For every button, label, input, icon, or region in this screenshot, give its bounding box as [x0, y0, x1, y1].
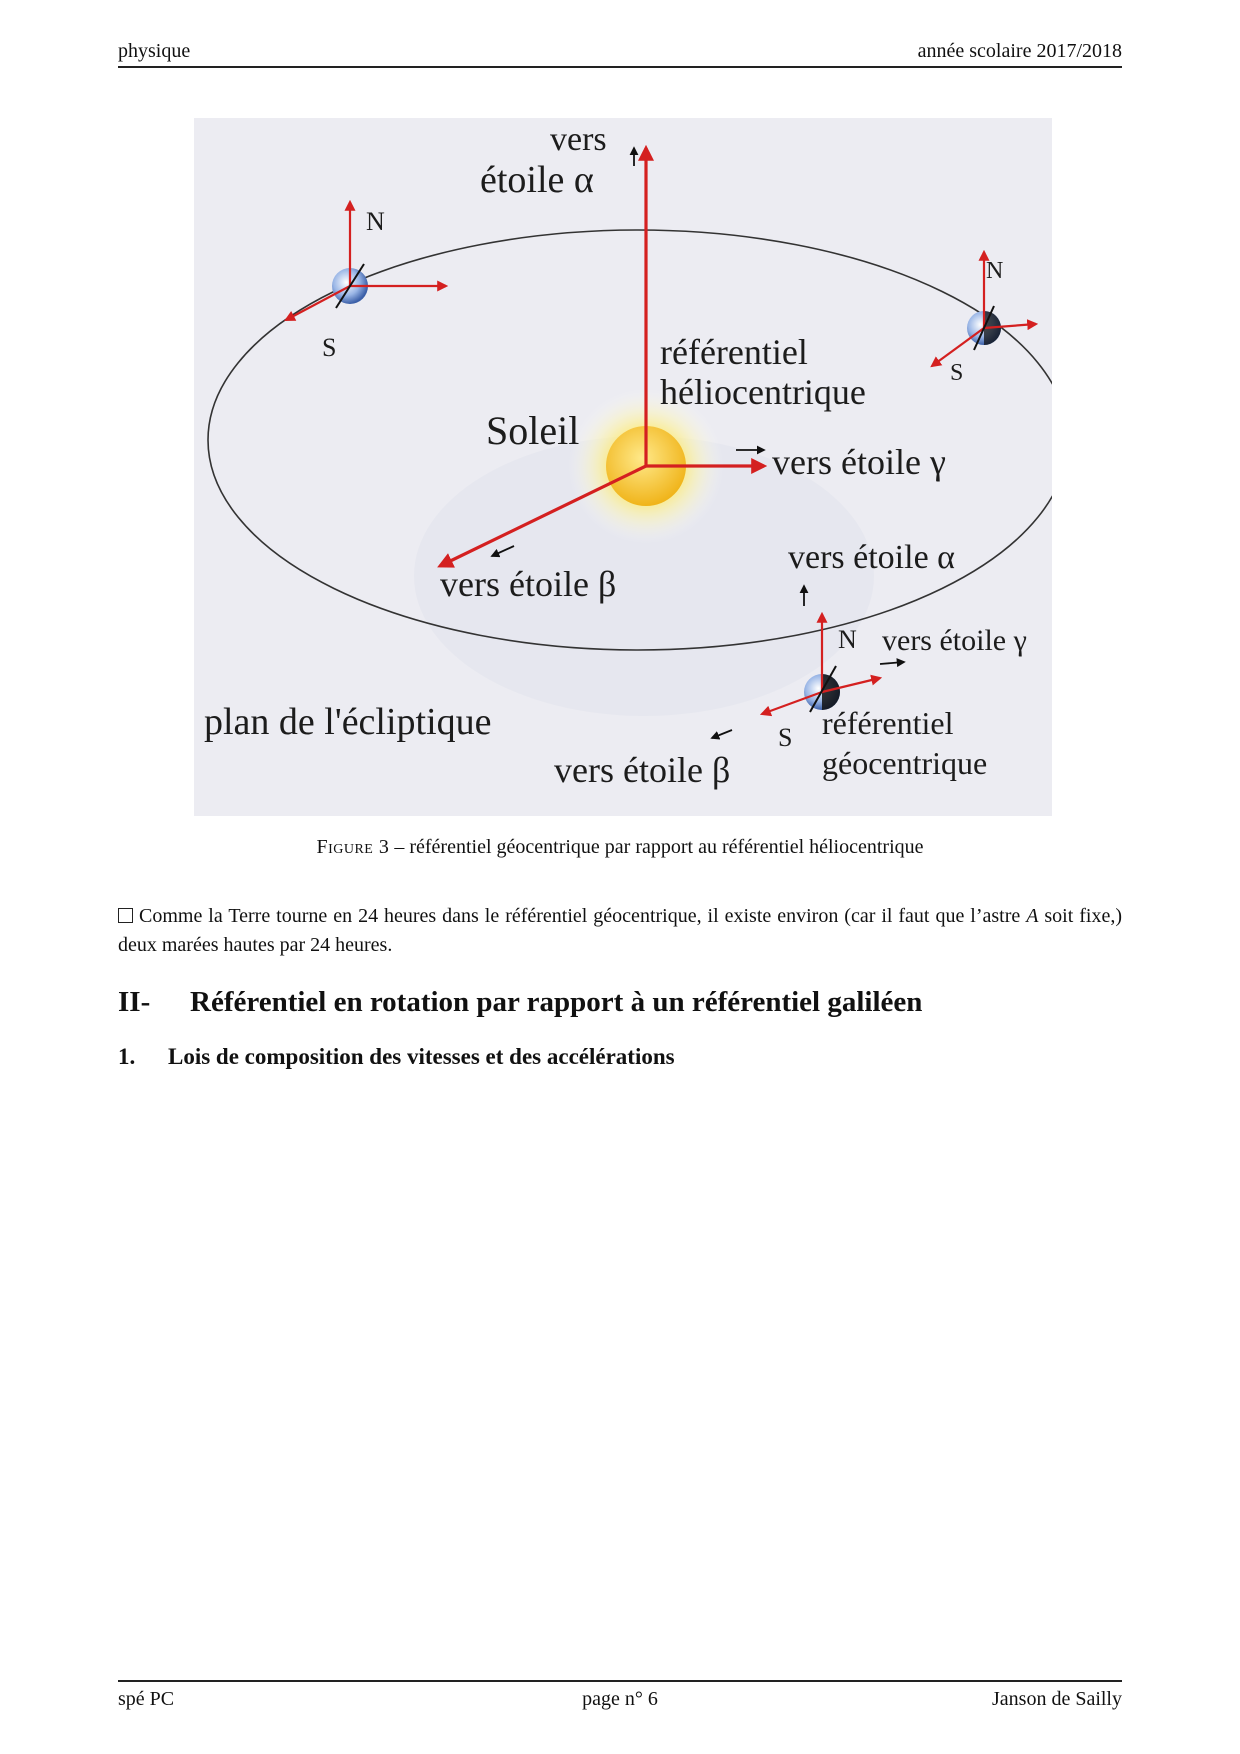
- header-rule: [118, 66, 1122, 68]
- subsection-number: 1.: [118, 1044, 136, 1069]
- header-right: année scolaire 2017/2018: [917, 40, 1122, 62]
- section-heading: [118, 986, 922, 1019]
- paragraph-var: A: [1026, 905, 1039, 927]
- label-vers-top: vers: [550, 121, 607, 158]
- label-vers-alpha-2: vers étoile α: [788, 539, 955, 576]
- label-ref-helio-2: héliocentrique: [660, 372, 866, 412]
- label-plan-ecliptique: plan de l'écliptique: [204, 701, 492, 743]
- caption-prefix: Figure 3: [316, 836, 390, 858]
- label-etoile-alpha-top: étoile α: [480, 159, 594, 201]
- label-vers-gamma-2: vers étoile γ: [882, 624, 1027, 657]
- label-n3: N: [838, 625, 857, 654]
- subsection-heading: [118, 1044, 675, 1070]
- label-s2: S: [950, 360, 964, 386]
- figure-illustration: [194, 118, 1052, 816]
- section-title: Référentiel en rotation par rapport à un référentiel galiléen: [190, 986, 923, 1018]
- footer-page-number: page n° 6: [582, 1688, 658, 1710]
- label-vers-beta-2: vers étoile β: [554, 750, 731, 790]
- label-vers-gamma: vers étoile γ: [772, 442, 946, 482]
- label-soleil: Soleil: [486, 408, 580, 453]
- label-ref-geo-2: géocentrique: [822, 745, 988, 781]
- label-vers-beta: vers étoile β: [440, 564, 617, 604]
- label-n2: N: [986, 258, 1004, 284]
- footer-right: Janson de Sailly: [992, 1688, 1122, 1710]
- caption-text: – référentiel géocentrique par rapport au référentiel héliocentrique: [389, 836, 924, 858]
- label-n1: N: [366, 207, 385, 236]
- footer-rule: [118, 1680, 1122, 1682]
- section-number: II-: [118, 986, 151, 1018]
- label-ref-geo-1: référentiel: [822, 705, 954, 741]
- label-s1: S: [322, 333, 337, 362]
- checkbox-icon: [118, 908, 133, 923]
- subsection-title: Lois de composition des vitesses et des accélérations: [168, 1044, 675, 1069]
- header-left: physique: [118, 40, 191, 62]
- paragraph: [118, 902, 1122, 960]
- paragraph-text-1: Comme la Terre tourne en 24 heures dans le référentiel géocentrique, il existe environ (car il faut que l’astre: [139, 905, 1027, 927]
- figure-referentiels: [194, 118, 1052, 816]
- paragraph-text-2: soit fixe,) deux marées hautes par 24 heures.: [118, 905, 1123, 956]
- figure-caption: [118, 836, 1122, 859]
- label-s3: S: [778, 723, 793, 752]
- footer-left: spé PC: [118, 1688, 175, 1710]
- label-ref-helio-1: référentiel: [660, 332, 808, 372]
